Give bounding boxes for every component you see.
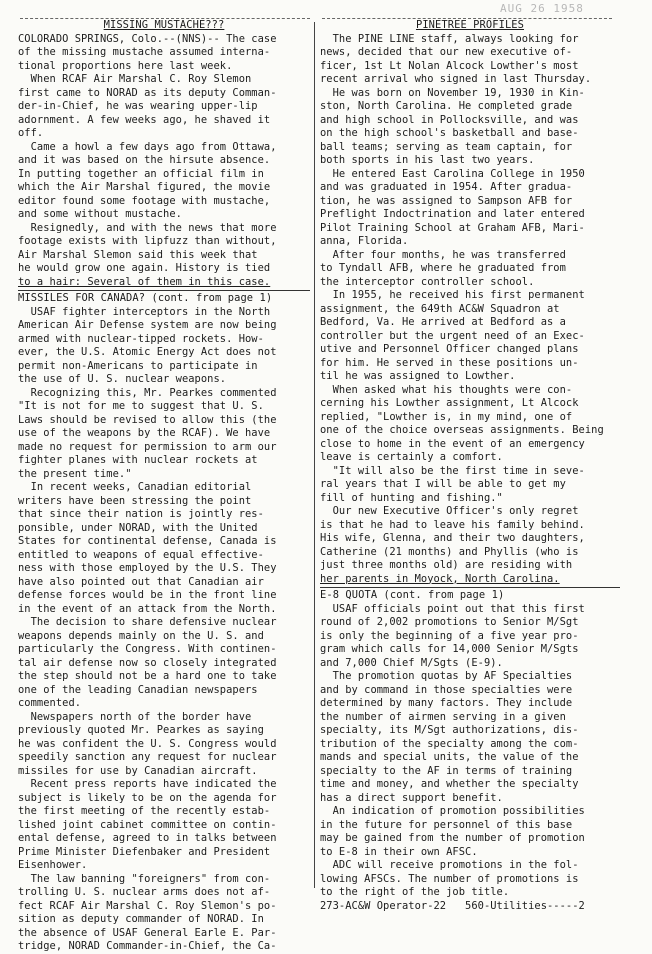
text-line: fill of hunting and fishing." xyxy=(320,491,503,504)
text-line: has a direct support benefit. xyxy=(320,791,503,804)
text-line: may be gained from the number of promotion xyxy=(320,832,585,844)
text-line: ponsible, under NORAD, with the United xyxy=(18,521,258,534)
column-divider xyxy=(314,22,315,888)
text-line: ral years that I will be able to get my xyxy=(320,478,566,490)
text-line: tal air defense now so closely integrated xyxy=(18,656,277,669)
text-line: one of the choice overseas assignments. Being xyxy=(320,424,604,436)
text-line: tional proportions here last week. xyxy=(18,59,233,72)
text-line: the absence of USAF General Earle E. Par- xyxy=(18,926,277,939)
text-line: is only the beginning of a five year pro- xyxy=(320,629,579,642)
text-line: Bedford, Va. He arrived at Bedford as a xyxy=(320,316,566,328)
article-divider xyxy=(18,290,310,291)
text-line: entitled to weapons of equal effective- xyxy=(18,548,264,561)
text-line: ston, North Carolina. He completed grade xyxy=(320,100,573,112)
text-line: weapons depends mainly on the U. S. and xyxy=(18,629,264,642)
text-line: An indication of promotion possibilities xyxy=(320,805,585,817)
text-line: and it was based on the hirsute absence. xyxy=(18,154,271,166)
text-line: and some without mustache. xyxy=(18,208,182,220)
text-line: close to home in the event of an emergency xyxy=(320,437,585,450)
text-line: he would grow one again. History is tied xyxy=(18,262,271,274)
article-body xyxy=(320,603,620,914)
article-divider xyxy=(320,587,620,588)
text-line: to the right of the job title. xyxy=(320,886,510,898)
text-line: assignment, the 649th AC&W Squadron at xyxy=(320,302,560,315)
text-line: "It will also be the first time in seve- xyxy=(320,464,585,477)
text-line: to E-8 in their own AFSC. xyxy=(320,845,478,858)
text-line: Recent press reports have indicated the xyxy=(18,778,277,790)
text-line: tribution of the specialty among the com- xyxy=(320,737,579,750)
text-line: particularly the Congress. With continen- xyxy=(18,643,277,655)
text-line: der-in-Chief, he was wearing upper-lip xyxy=(18,100,258,112)
text-line: to a hair: Several of them in this case. xyxy=(18,275,271,288)
article-body xyxy=(320,33,620,587)
text-line: he was confident the U. S. Congress would xyxy=(18,737,277,750)
text-line: round of 2,002 promotions to Senior M/Sgt xyxy=(320,616,579,628)
text-line: fect RCAF Air Marshal C. Roy Slemon's po- xyxy=(18,899,277,912)
date-stamp: AUG 26 1958 xyxy=(500,2,584,15)
text-line: The decision to share defensive nuclear xyxy=(18,616,277,628)
text-line: made no request for permission to arm our xyxy=(18,440,277,453)
text-line: one of the leading Canadian newspapers xyxy=(18,683,258,696)
text-line: USAF fighter interceptors in the North xyxy=(18,305,271,318)
text-line: for him. He served in these positions un- xyxy=(320,356,579,369)
text-line: ness with those employed by the U.S. They xyxy=(18,562,277,574)
newsletter-page xyxy=(18,18,630,952)
text-line: utive and Personnel Officer changed plans xyxy=(320,343,579,355)
text-line: controller but the urgent need of an Exec- xyxy=(320,329,585,342)
text-line: His wife, Glenna, and their two daughters, xyxy=(320,532,585,544)
text-line: on the high school's basketball and base- xyxy=(320,127,579,139)
text-line: ental defense, agreed to in talks between xyxy=(18,832,277,844)
text-line: Prime Minister Diefenbaker and President xyxy=(18,845,271,858)
article-e8-quota xyxy=(320,589,620,913)
text-line: When asked what his thoughts were con- xyxy=(320,383,573,396)
text-line: in the future for personnel of this base xyxy=(320,818,573,831)
article-body xyxy=(18,306,310,954)
text-line: and was graduated in 1954. After gradua- xyxy=(320,181,573,193)
article-missiles-for-canada xyxy=(18,292,310,954)
text-line: 273-AC&W Operator-22 560-Utilities-----2 xyxy=(320,899,585,912)
text-line: the number of airmen serving in a given xyxy=(320,710,566,723)
text-line: Catherine (21 months) and Phyllis (who is xyxy=(320,545,579,558)
text-line: to Tyndall AFB, where he graduated from xyxy=(320,262,566,274)
text-line: writers have been stressing the point xyxy=(18,494,252,507)
text-line: ball teams; serving as team captain, for xyxy=(320,140,573,153)
text-line: lowing AFSCs. The number of promotions is xyxy=(320,872,579,885)
text-line: trolling U. S. nuclear arms does not af- xyxy=(18,886,271,898)
text-line: ficer, 1st Lt Nolan Alcock Lowther's most xyxy=(320,59,579,72)
text-line: first came to NORAD as its deputy Comman- xyxy=(18,86,277,99)
text-line: the use of U. S. nuclear weapons. xyxy=(18,373,227,385)
text-line: determined by many factors. They include xyxy=(320,697,573,709)
text-line: Our new Executive Officer's only regret xyxy=(320,505,579,517)
text-line: til he was assigned to Lowther. xyxy=(320,370,516,382)
text-line: lished joint cabinet committee on contin- xyxy=(18,818,277,831)
text-line: Newspapers north of the border have xyxy=(18,710,252,723)
text-line: have also pointed out that Canadian air xyxy=(18,575,264,588)
text-line: just three months old) are residing with xyxy=(320,559,573,571)
text-line: cerning his Lowther assignment, Lt Alcock xyxy=(320,397,579,409)
text-line: replied, "Lowther is, in my mind, one of xyxy=(320,410,573,423)
text-line: speedily sanction any request for nuclear xyxy=(18,751,277,763)
text-line: the present time." xyxy=(18,467,132,480)
text-line: off. xyxy=(18,127,44,139)
text-line: adornment. A few weeks ago, he shaved it xyxy=(18,113,271,126)
text-line: leave is certainly a comfort. xyxy=(320,451,503,463)
text-line: armed with nuclear-tipped rockets. How- xyxy=(18,332,264,345)
article-body xyxy=(18,33,310,290)
text-line: Laws should be revised to allow this (the xyxy=(18,413,277,426)
text-line: defense forces would be in the front line xyxy=(18,589,277,601)
right-column xyxy=(320,18,620,913)
text-line: The law banning "foreigners" from con- xyxy=(18,872,271,885)
text-line: Eisenhower. xyxy=(18,859,88,871)
text-line: that since their nation is jointly res- xyxy=(18,508,264,520)
text-line: Air Marshal Slemon said this week that xyxy=(18,248,258,261)
text-line: footage exists with lipfuzz than without, xyxy=(18,235,277,247)
text-line: and 7,000 Chief M/Sgts (E-9). xyxy=(320,656,503,669)
text-line: in the event of an attack from the North. xyxy=(18,602,277,615)
text-line: After four months, he was transferred xyxy=(320,248,566,261)
text-line: time and money, and whether the specialty xyxy=(320,778,579,790)
text-line: is that he had to leave his family behind. xyxy=(320,518,585,531)
text-line: both sports in his last two years. xyxy=(320,154,535,166)
text-line: Came a howl a few days ago from Ottawa, xyxy=(18,140,277,153)
text-line: USAF officials point out that this first xyxy=(320,602,585,615)
article-missing-mustache xyxy=(18,19,310,289)
text-line: ADC will receive promotions in the fol- xyxy=(320,859,579,871)
text-line: specialty, its M/Sgt authorizations, dis- xyxy=(320,724,579,736)
article-title: PINETREE PROFILES xyxy=(415,19,525,31)
left-column xyxy=(18,18,310,954)
text-line: States for continental defense, Canada is xyxy=(18,535,277,547)
text-line: and high school in Pollocksville, and was xyxy=(320,113,579,126)
text-line: editor found some footage with mustache, xyxy=(18,194,271,207)
text-line: When RCAF Air Marshal C. Roy Slemon xyxy=(18,73,252,85)
text-line: sition as deputy commander of NORAD. In xyxy=(18,913,264,925)
text-line: the first meeting of the recently estab- xyxy=(18,805,271,817)
text-line: ever, the U.S. Atomic Energy Act does not xyxy=(18,346,277,358)
text-line: anna, Florida. xyxy=(320,235,409,247)
text-line: fighter planes with nuclear rockets at xyxy=(18,454,258,466)
text-line: subject is likely to be on the agenda for xyxy=(18,791,277,804)
text-line: The PINE LINE staff, always looking for xyxy=(320,32,579,45)
text-line: permit non-Americans to participate in xyxy=(18,359,258,372)
text-line: "It is not for me to suggest that U. S. xyxy=(18,400,264,412)
text-line: the interceptor controller school. xyxy=(320,275,535,288)
text-line: Preflight Indoctrination and later entered xyxy=(320,208,585,220)
text-line: news, decided that our new executive of- xyxy=(320,46,573,58)
text-line: The promotion quotas by AF Specialties xyxy=(320,670,573,682)
text-line: the step should not be a hard one to take xyxy=(18,670,277,682)
text-line: Resignedly, and with the news that more xyxy=(18,221,277,234)
text-line: American Air Defense system are now being xyxy=(18,319,277,331)
text-line: recent arrival who signed in last Thursday. xyxy=(320,73,592,85)
text-line: use of the weapons by the RCAF). We have xyxy=(18,427,271,439)
text-line: COLORADO SPRINGS, Colo.--(NNS)-- The case xyxy=(18,32,277,45)
text-line: mands and special units, the value of the xyxy=(320,751,579,763)
text-line: In putting together an official film in xyxy=(18,167,264,180)
text-line: specialty to the AF in terms of training xyxy=(320,764,573,777)
text-line: Recognizing this, Mr. Pearkes commented xyxy=(18,386,277,399)
text-line: which the Air Marshal figured, the movie xyxy=(18,181,271,193)
text-line: commented. xyxy=(18,697,82,709)
text-line: He entered East Carolina College in 1950 xyxy=(320,167,585,180)
text-line: Pilot Training School at Graham AFB, Mari- xyxy=(320,221,585,234)
text-line: previously quoted Mr. Pearkes as saying xyxy=(18,724,264,736)
article-title: E-8 QUOTA (cont. from page 1) xyxy=(320,589,505,601)
article-title: MISSILES FOR CANADA? (cont. from page 1) xyxy=(18,292,273,304)
article-pinetree-profiles xyxy=(320,19,620,586)
text-line: and by command in those specialties were xyxy=(320,683,573,696)
text-line: gram which calls for 14,000 Senior M/Sgts xyxy=(320,643,579,655)
text-line: tridge, NORAD Commander-in-Chief, the Ca- xyxy=(18,940,277,952)
text-line: of the missing mustache assumed interna- xyxy=(18,46,271,58)
text-line: In 1955, he received his first permanent xyxy=(320,289,585,301)
text-line: He was born on November 19, 1930 in Kin- xyxy=(320,86,585,99)
text-line: In recent weeks, Canadian editorial xyxy=(18,481,252,493)
article-title: MISSING MUSTACHE??? xyxy=(103,19,225,31)
text-line: her parents in Moyock, North Carolina. xyxy=(320,572,560,585)
text-line: tion, he was assigned to Sampson AFB for xyxy=(320,194,573,207)
text-line: missiles for use by Canadian aircraft. xyxy=(18,764,258,777)
